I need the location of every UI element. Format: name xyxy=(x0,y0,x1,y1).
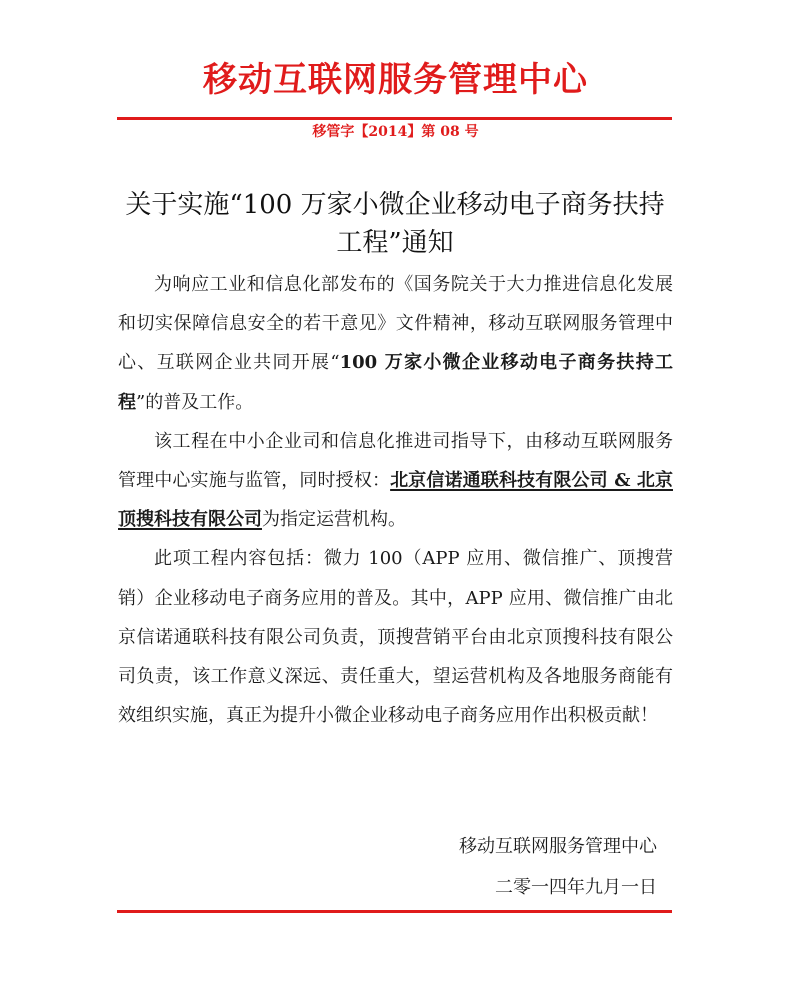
authorized-operators: 北京信诺通联科技有限公司 & 北京顶搜科技有限公司 xyxy=(118,470,673,531)
paragraph-1 xyxy=(118,265,673,422)
notice-title: 关于实施“100 万家小微企业移动电子商务扶持工程”通知 xyxy=(125,190,665,258)
project-name-bold: 100 万家小微企业移动电子商务扶持工程 xyxy=(118,352,674,413)
paragraph-2-text-a: 该工程在中小企业司和信息化推进司指导下，由移动互联网服务管理中心实施与监管，同时授权： xyxy=(118,430,673,492)
footer-divider xyxy=(117,910,672,913)
notice-body xyxy=(118,265,673,735)
paragraph-3: 此项工程内容包括：微力 100（APP 应用、微信推广、顶搜营销）企业移动电子商务应用的普及。其中，APP 应用、微信推广由北京信诺通联科技有限公司负责，顶搜营销平台由北京顶搜科技有限公司负责，该工作意义深远、责任重大，望运营机构及各地服务商能有效组织实施，真正为提升小微企业移动电子商务应用作出积极贡献！ xyxy=(118,548,673,727)
paragraph-2-text-b: 为指定运营机构。 xyxy=(262,509,406,531)
issuing-organization-header: 移动互联网服务管理中心 xyxy=(203,60,588,100)
paragraph-1-text-b: ”的普及工作。 xyxy=(136,391,254,413)
signature-organization: 移动互联网服务管理中心 xyxy=(459,836,657,857)
signature-date: 二零一四年九月一日 xyxy=(495,877,657,898)
paragraph-1-text-a: 为响应工业和信息化部发布的《国务院关于大力推进信息化发展和切实保障信息安全的若干意见》文件精神，移动互联网服务管理中心、互联网企业共同开展“ xyxy=(118,274,673,374)
paragraph-2 xyxy=(118,422,673,540)
header-divider xyxy=(117,117,672,120)
document-number: 移管字【2014】第 08 号 xyxy=(312,124,479,140)
